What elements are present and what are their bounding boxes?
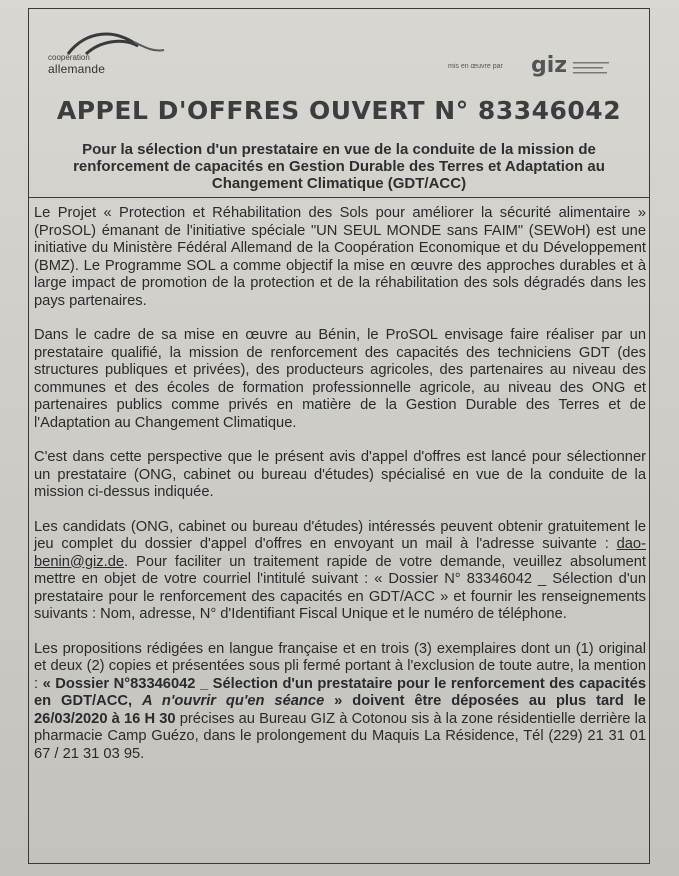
paragraph-context: Le Projet « Protection et Réhabilitation des Sols pour améliorer la sécurité alimentaire » (ProSOL) émanant de l'initiative spéciale "UN SEUL MONDE sans FAIM" (SEWoH) est une initiative du Ministère Fédéral Allemand de la Coopération Economique et du Développement (BMZ). Le Programme SOL a comme objectif la mise en œuvre des approches durables et à large impact de promotion de la protection et de la réhabilitation des sols dégradés dans les pays partenaires. — [34, 205, 646, 309]
submission-address: précises au Bureau GIZ à Cotonou sis à la zone résidentielle derrière la pharmacie Camp Guézo, dans le prolongement du Maquis La Résidence, Tél (229) 21 31 01 67 / 21 31 03 95. — [34, 710, 647, 762]
submission-mention-end: » doivent être déposées — [324, 693, 529, 709]
logo-text-allemande: allemande — [48, 62, 106, 76]
paragraph-mission: Dans le cadre de sa mise en œuvre au Bénin, le ProSOL envisage faire réaliser par un prestataire qualifié, la mission de renforcement des capacités des techniciens GDT (des structures publiques et privées), des producteurs agricoles, des partenaires au niveau des communes et des écoles de formation professionnelle agricole, au niveau des ONG et partenaires publics comme privés en matière de la Gestion Durable des Terres et de l'Adaptation au Changement Climatique. — [34, 327, 646, 431]
giz-logo-text-lines — [573, 60, 613, 80]
application-text-start: Les candidats (ONG, cabinet ou bureau d'études) intéressés peuvent obtenir gratuitement le jeu complet du dossier d'appel d'offres en envoyant un mail à l'adresse suivante : — [34, 518, 646, 552]
submission-open-note: A n'ouvrir qu'en séance — [141, 693, 325, 709]
submission-mention: « Dossier N°83346042 _ Sélection d'un prestataire pour le renforcement des capacités en GDT/ACC, — [34, 675, 646, 709]
notice-header — [28, 8, 650, 198]
paragraph-submission — [34, 641, 646, 764]
logo-text-cooperation: coopération — [48, 53, 90, 62]
submission-deadline: au plus tard le 26/03/2020 à 16 H 30 — [34, 693, 646, 727]
submission-text-start: Les propositions rédigées en langue française et en trois (3) exemplaires dont un (1) original et deux (2) copies et présentées sous pli fermé portant à l'exclusion de toute autre, la mention : — [34, 640, 646, 692]
giz-logo: giz — [531, 53, 568, 78]
implemented-by-note: mis en œuvre par — [448, 63, 503, 70]
paragraph-purpose: C'est dans cette perspective que le présent avis d'appel d'offres est lancé pour sélectionner un prestataire (ONG, cabinet ou bureau d'études) spécialisé en vue de la conduite de la mission ci-dessus indiquée. — [34, 449, 646, 500]
contact-email-link[interactable]: dao-benin@giz.de — [34, 536, 646, 570]
paragraph-application — [34, 519, 646, 624]
application-text-end: . Pour faciliter un traitement rapide de votre demande, veuillez absolument mettre en objet de votre courriel l'intitulé suivant : « Dossier N° 83346042 _ Sélection d'un prestataire pour le renforcement des capacités en GDT/ACC » et fournir les renseignements suivants : Nom, adresse, N° d'Identifiant Fiscal Unique et le numéro de téléphone. — [34, 553, 646, 622]
notice-body — [34, 205, 646, 780]
notice-title: APPEL D'OFFRES OUVERT N° 83346042 — [56, 96, 622, 125]
notice-subtitle: Pour la sélection d'un prestataire en vue de la conduite de la mission de renforcement de capacités en Gestion Durable des Terres et Adaptation au Changement Climatique (GDT/ACC) — [73, 141, 605, 192]
